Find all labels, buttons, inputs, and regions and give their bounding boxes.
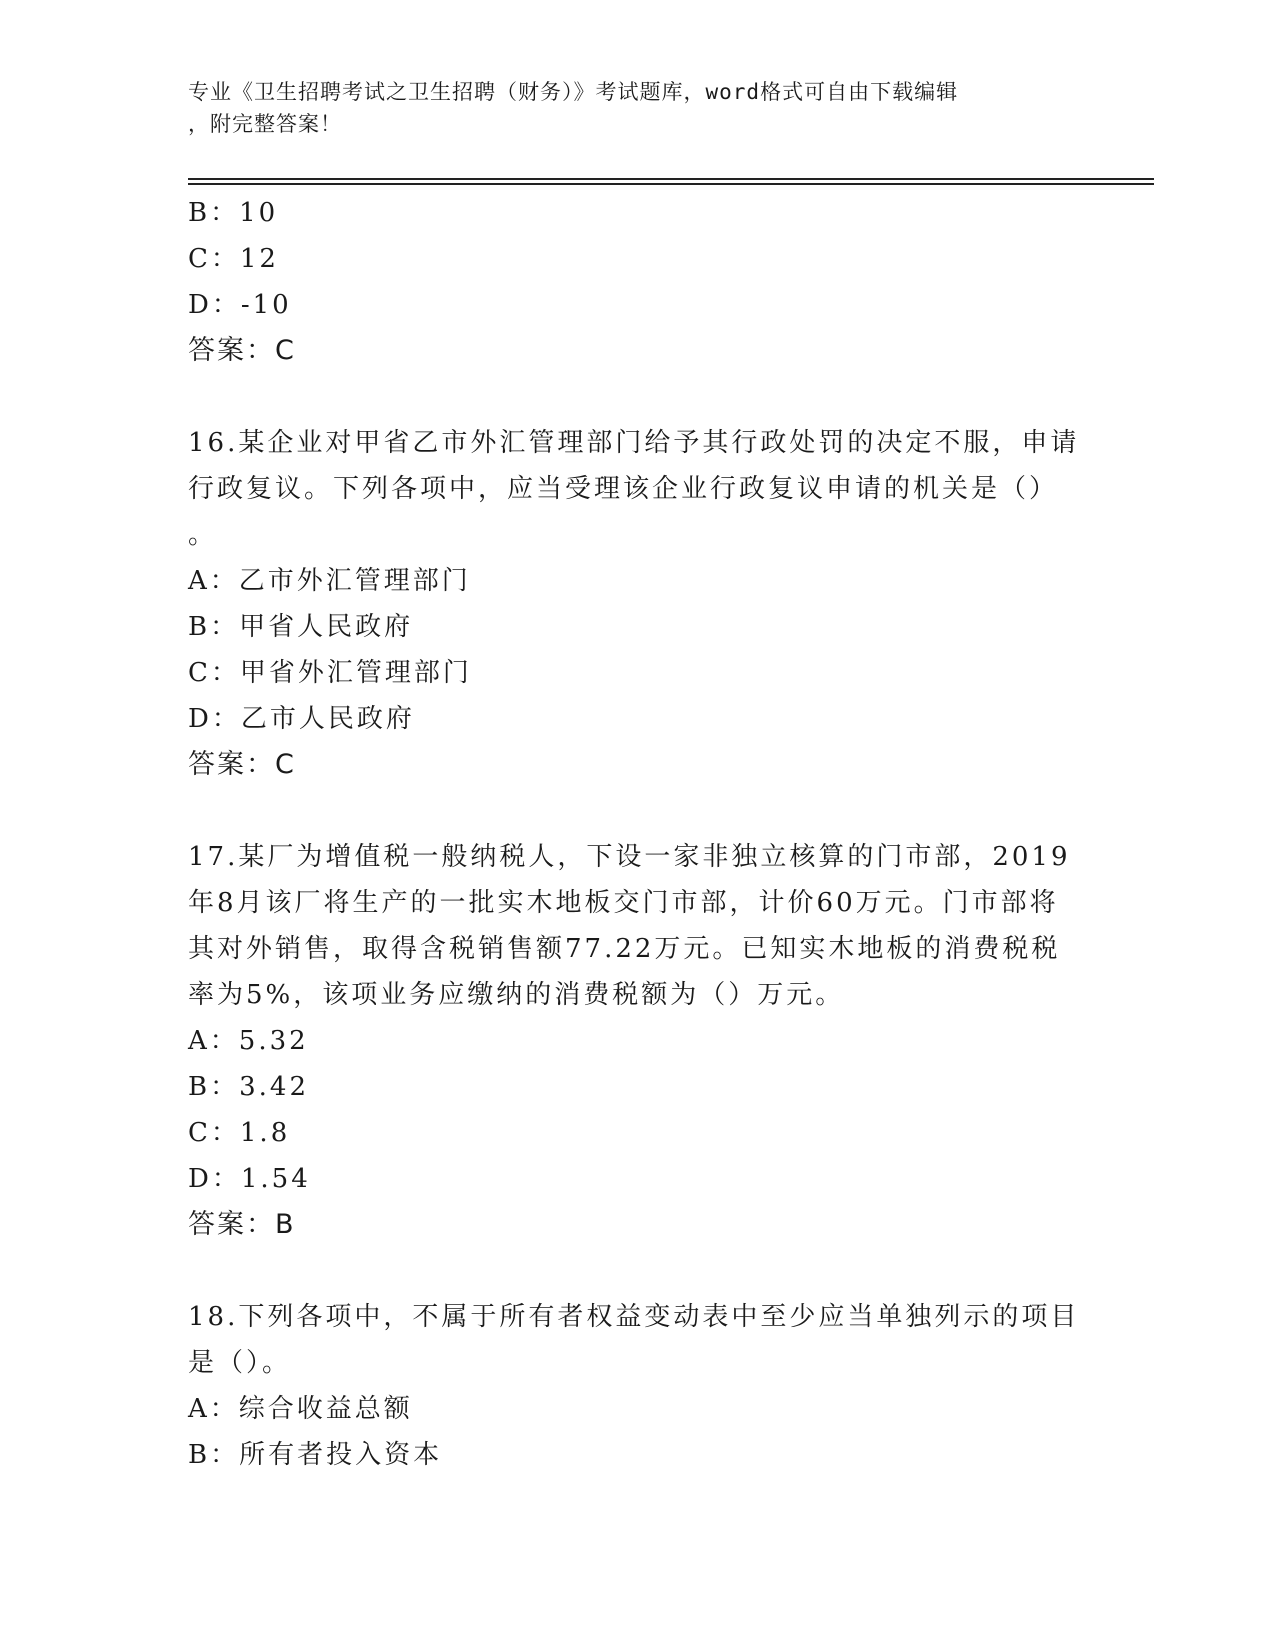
answer-line: 答案：C	[188, 335, 296, 366]
option-c: C：12	[188, 244, 279, 274]
option-b: B：3.42	[188, 1072, 309, 1102]
option-d: D：1.54	[188, 1164, 311, 1194]
option-b: B：甲省人民政府	[188, 612, 414, 642]
header-line-1: 专业《卫生招聘考试之卫生招聘（财务）》考试题库，word格式可自由下载编辑	[188, 80, 959, 104]
option-b: B：所有者投入资本	[188, 1440, 443, 1470]
question-17	[188, 834, 1088, 1248]
spacer	[188, 788, 1088, 834]
question-stem-line: 年8月该厂将生产的一批实木地板交门市部，计价60万元。门市部将	[188, 888, 1059, 918]
question-18	[188, 1294, 1088, 1478]
document-header	[188, 76, 1068, 140]
question-15	[188, 190, 1088, 374]
question-stem-line: 。	[188, 520, 218, 550]
spacer	[188, 1248, 1088, 1294]
answer-line: 答案：B	[188, 1209, 296, 1240]
header-divider-top	[188, 178, 1154, 180]
question-stem-line: 是（）。	[188, 1348, 292, 1378]
question-stem-line: 18.下列各项中，不属于所有者权益变动表中至少应当单独列示的项目	[188, 1302, 1080, 1332]
question-stem-line: 率为5%，该项业务应缴纳的消费税额为（）万元。	[188, 980, 845, 1010]
option-a: A：综合收益总额	[188, 1394, 413, 1424]
option-c: C：1.8	[188, 1118, 291, 1148]
option-a: A：乙市外汇管理部门	[188, 566, 471, 596]
question-stem-line: 行政复议。下列各项中，应当受理该企业行政复议申请的机关是（）	[188, 474, 1059, 504]
option-b: B：10	[188, 198, 279, 228]
spacer	[188, 374, 1088, 420]
question-stem-line: 其对外销售，取得含税销售额77.22万元。已知实木地板的消费税税	[188, 934, 1061, 964]
question-stem-line: 17.某厂为增值税一般纳税人，下设一家非独立核算的门市部，2019	[188, 842, 1071, 872]
answer-line: 答案：C	[188, 749, 296, 780]
option-c: C：甲省外汇管理部门	[188, 658, 472, 688]
header-divider-bottom	[188, 183, 1154, 185]
option-a: A：5.32	[188, 1026, 309, 1056]
question-stem-line: 16.某企业对甲省乙市外汇管理部门给予其行政处罚的决定不服，申请	[188, 428, 1080, 458]
question-list	[188, 190, 1088, 1478]
option-d: D：-10	[188, 290, 292, 320]
header-line-2: ，附完整答案！	[188, 112, 342, 136]
question-16	[188, 420, 1088, 788]
option-d: D：乙市人民政府	[188, 704, 415, 734]
